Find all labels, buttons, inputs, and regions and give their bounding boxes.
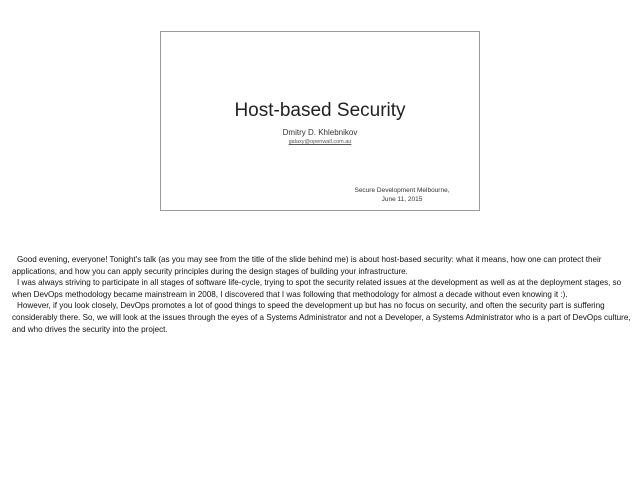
slide-event-name: Secure Development Melbourne, [354, 187, 450, 194]
slide-author: Dmitry D. Khlebnikov [282, 128, 358, 137]
notes-paragraph: Good evening, everyone! Tonight's talk (as you may see from the title of the slide behind me) is about host-based security: what it means, how one can protect their applications, and how you can apply security principles during the design stages of building your infrastructure. [12, 255, 602, 276]
notes-paragraph: I was always striving to participate in all stages of software life-cycle, trying to spot the security related issues at the development as well as at the deployment stages, so when DevOps methodology became mainstream in 2008, I discovered that I was following that methodology for almost a decade without even knowing it :). [12, 278, 622, 299]
speaker-notes [12, 254, 632, 335]
slide-title: Host-based Security [234, 100, 406, 121]
slide-event-date: June 11, 2015 [381, 196, 423, 203]
slide-event-info [327, 186, 477, 204]
notes-paragraph: However, if you look closely, DevOps promotes a lot of good things to speed the development up but has no focus on security, and often the security part is suffering considerably there. So, we will look at the issues through the eyes of a Systems Administrator and not a Developer, a Systems Administrator who is a part of DevOps culture, and who drives the security into the project. [12, 301, 631, 334]
slide-email-link[interactable]: galaxy@openwall.com.au [288, 139, 352, 145]
slide-preview [160, 31, 480, 211]
